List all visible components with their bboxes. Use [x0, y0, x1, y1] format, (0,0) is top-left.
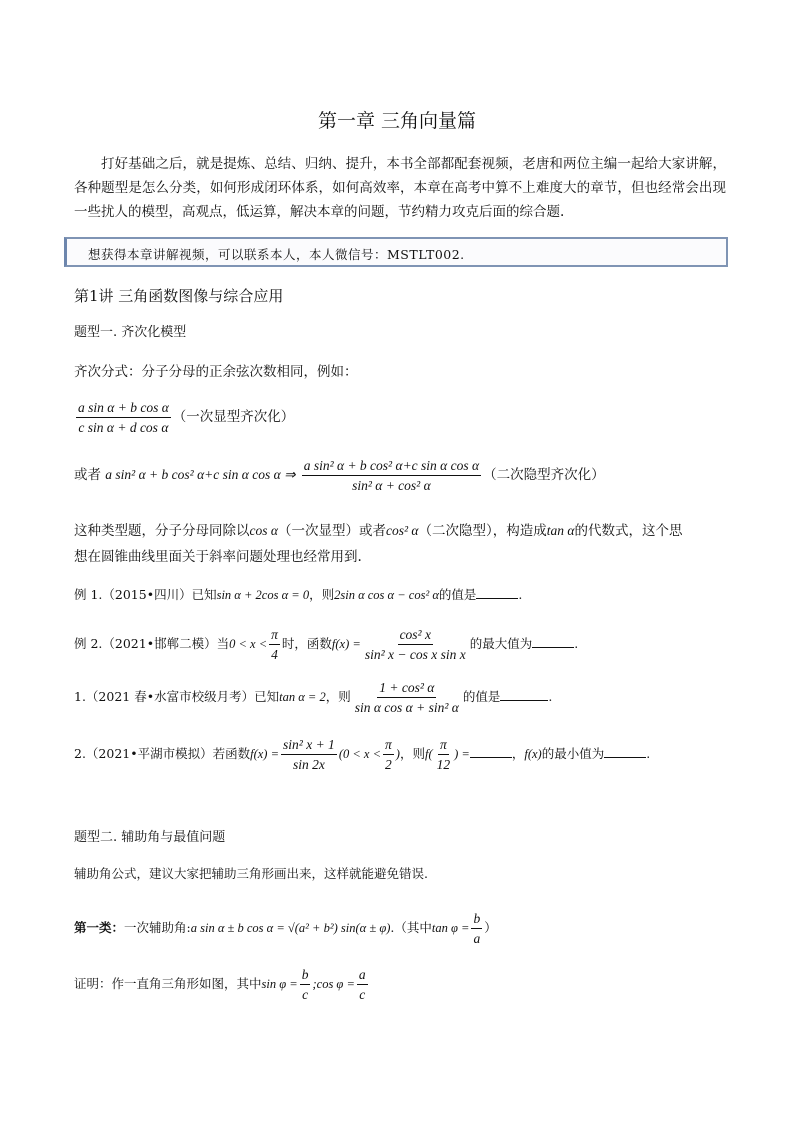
type2-heading: 题型二. 辅助角与最值问题	[74, 830, 226, 845]
proof-line: 证明：作一直角三角形如图，其中sin φ = $\frac{b}{c}$ ;cos φ = $\frac{a}{c}$	[74, 967, 366, 1002]
note-box	[64, 237, 728, 267]
answer-blank	[532, 635, 574, 648]
intro-paragraph: 打好基础之后，就是提炼、总结、归纳、提升，本书全部都配套视频，老唐和两位主编一起给大家讲解，各种题型是怎么分类，如何形成闭环体系，如何高效率，本章在高考中算不上难度大的章节，但也经常会出现一些扰人的模型，高观点，低运算，解决本章的问题，节约精力攻克后面的综合题.	[74, 156, 726, 220]
answer-blank	[500, 688, 548, 701]
lecture-heading: 第1讲 三角函数图像与综合应用	[74, 287, 284, 305]
question-1: 1.（2021 春•水富市校级月考）已知tan α = 2，则 $\frac{\text{1 + cos² α}}{\text{sin α cos α + sin² α}}$ 的值是 .	[74, 680, 553, 715]
question-2: 2.（2021•平湖市模拟）若函数f(x) = $\frac{\text{sin² x + 1}}{\sin 2x}$ (0 < x < $\frac{\pi}{2}$ )，则f( $\frac{\pi}{12}$ ) = ，f(x)的最小值为 .	[74, 737, 651, 772]
page-title: 第一章 三角向量篇	[317, 110, 477, 132]
type2-intro: 辅助角公式，建议大家把辅助三角形画出来，这样就能避免错误.	[74, 866, 428, 881]
second-order-fraction: $\frac{\text{a sin² α + b cos² α+c sin α cos α}}{\text{sin² α + cos² α}}$	[303, 458, 480, 493]
note-text: 想获得本章讲解视频，可以联系本人，本人微信号：MSTLT002.	[88, 247, 465, 262]
type1-definition: 齐次分式：分子分母的正余弦次数相同，例如：	[74, 364, 358, 380]
question-example1: 例 1.（2015•四川）已知sin α + 2cos α = 0，则2sin α cos α − cos² α的值是 .	[74, 587, 523, 602]
example-second-order: 或者 a sin² α + b cos² α+c sin α cos α ⇒ $\frac{\text{a sin² α + b cos² α+c sin α cos α}}{\text{sin² α + cos² α}}$ （二次隐型齐次化）	[74, 458, 605, 493]
type1-heading: 题型一. 齐次化模型	[74, 325, 187, 340]
first-order-fraction: $\frac{\text{a sin α + b cos α}}{\text{c sin α + d cos α}}$	[78, 400, 169, 435]
type1-explanation: 这种类型题，分子分母同除以cos α（一次显型）或者cos² α（二次隐型），构造成tan α的代数式，这个思 想在圆锥曲线里面关于斜率问题处理也经常用到.	[74, 523, 683, 565]
example-first-order: $\frac{\text{a sin α + b cos α}}{\text{c sin α + d cos α}}$ （一次显型齐次化）	[78, 400, 295, 435]
answer-blank	[476, 586, 518, 599]
answer-blank	[470, 745, 512, 758]
class1-line: 第一类：一次辅助角:a sin α ± b cos α = √(a² + b²) sin(α ± φ).（其中tan φ = $\frac{b}{a}$ ）	[74, 911, 497, 946]
answer-blank	[604, 745, 646, 758]
second-order-lhs: a sin² α + b cos² α+c sin α cos α ⇒	[105, 467, 296, 482]
question-example2: 例 2.（2021•邯郸二模）当0 < x < $\frac{\pi}{4}$ 时，函数f(x) = $\frac{\text{cos² x}}{\text{sin² x − cos x sin x}}$ 的最大值为 .	[74, 627, 579, 662]
